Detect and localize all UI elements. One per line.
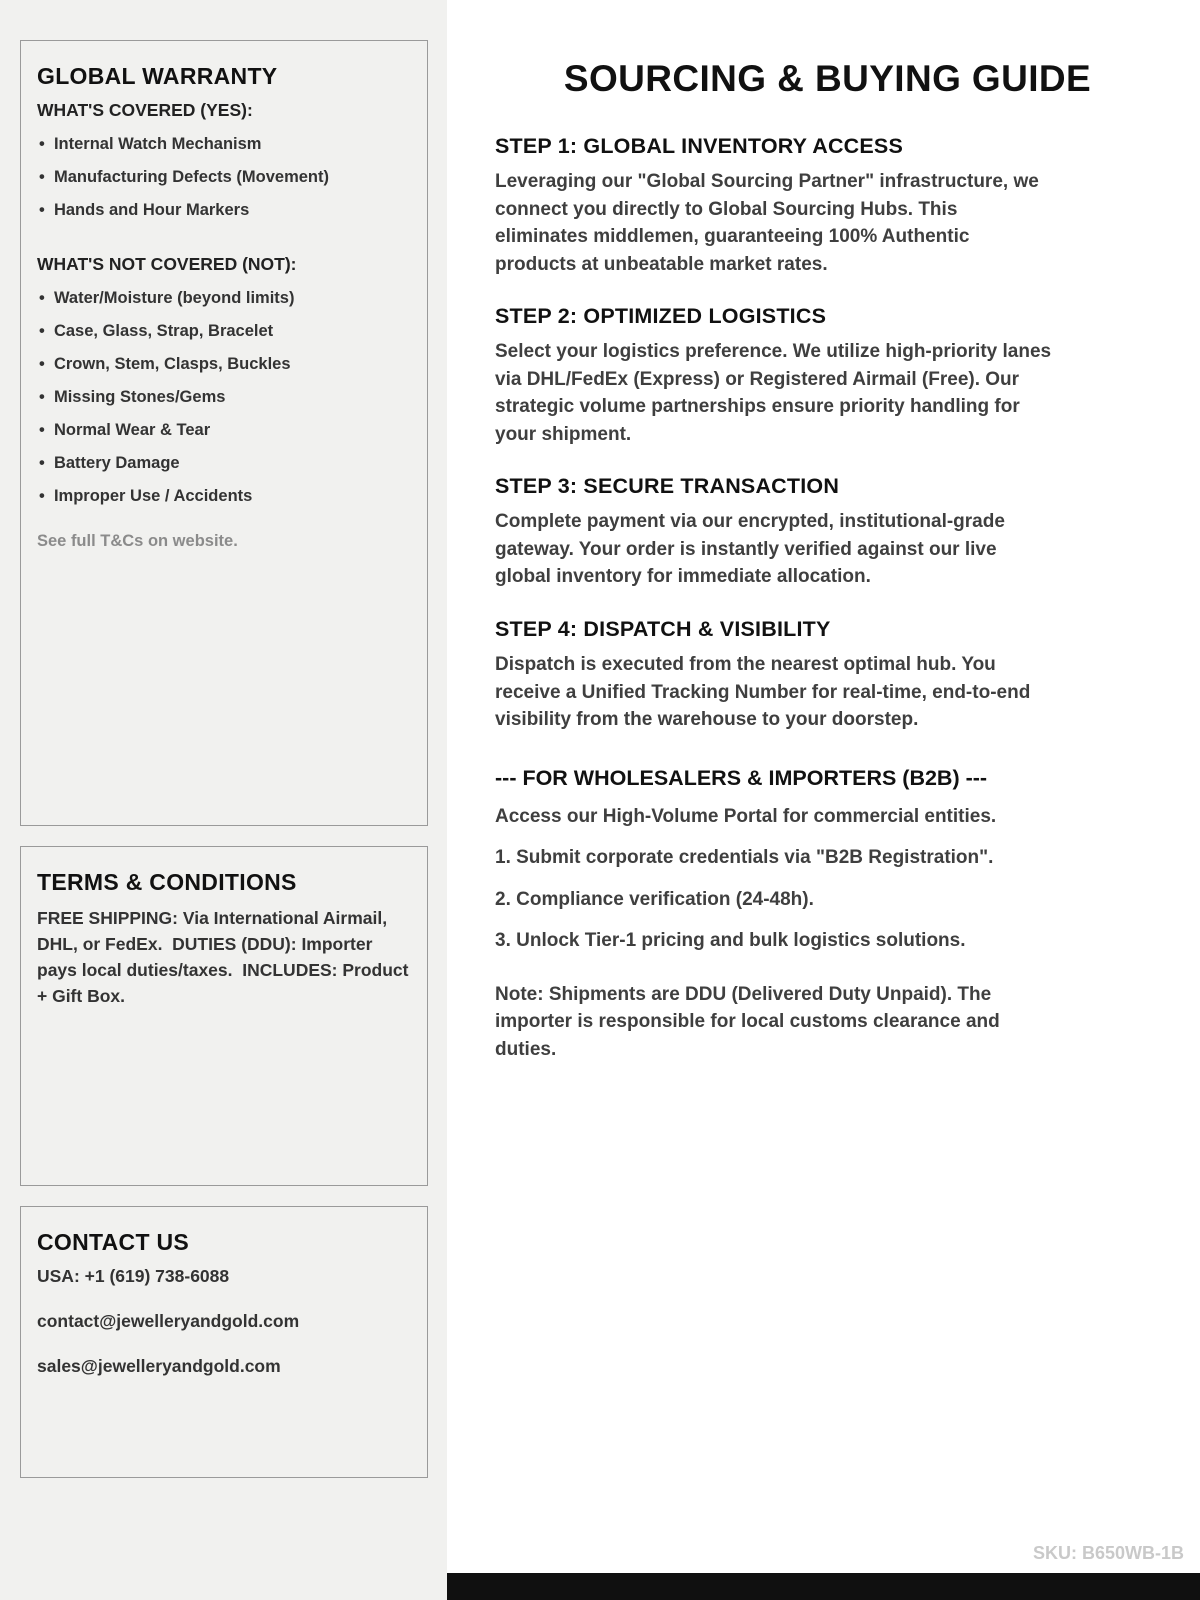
not-covered-item: • Battery Damage [37, 454, 411, 473]
not-covered-item: • Normal Wear & Tear [37, 421, 411, 440]
steps-section [495, 134, 1160, 734]
contact-title: CONTACT US [37, 1229, 190, 1255]
sidebar [0, 0, 447, 1600]
covered-list [37, 135, 411, 220]
b2b-step-item: 3. Unlock Tier-1 pricing and bulk logistics solutions. [495, 930, 966, 952]
step [495, 304, 1160, 448]
terms-box [20, 846, 428, 1186]
not-covered-item: • Crown, Stem, Clasps, Buckles [37, 355, 411, 374]
not-covered-item: • Water/Moisture (beyond limits) [37, 289, 411, 308]
covered-title: WHAT'S COVERED (YES): [37, 100, 253, 120]
b2b-step-item: 2. Compliance verification (24-48h). [495, 888, 814, 910]
warranty-box [20, 40, 428, 826]
covered-item: • Manufacturing Defects (Movement) [37, 168, 411, 187]
step-heading: STEP 3: SECURE TRANSACTION [495, 474, 840, 499]
terms-body: FREE SHIPPING: Via International Airmail, DHL, or FedEx. DUTIES (DDU): Importer pays local duties/taxes. INCLUDES: Product + Gift Box. [37, 908, 414, 1006]
sku-label: SKU: B650WB-1B [1032, 1543, 1184, 1563]
not-covered-title: WHAT'S NOT COVERED (NOT): [37, 254, 297, 274]
footer-bar [447, 1573, 1200, 1600]
step-body: Select your logistics preference. We utilize high-priority lanes via DHL/FedEx (Express) or Registered Airmail (Free). Our strategic volume partnerships ensure priority handling for your shipment. [495, 341, 1052, 445]
covered-item: • Hands and Hour Markers [37, 201, 411, 220]
contact-email: contact@jewelleryandgold.com [37, 1311, 300, 1331]
warranty-note: See full T&Cs on website. [37, 532, 238, 550]
step [495, 617, 1160, 734]
step-body: Dispatch is executed from the nearest optimal hub. You receive a Unified Tracking Number for real-time, end-to-end visibility from the warehouse to your doorstep. [495, 654, 1031, 731]
terms-title: TERMS & CONDITIONS [37, 869, 297, 895]
contact-phone: USA: +1 (619) 738-6088 [37, 1266, 230, 1286]
not-covered-item: • Improper Use / Accidents [37, 487, 411, 506]
covered-item: • Internal Watch Mechanism [37, 135, 411, 154]
step-heading: STEP 4: DISPATCH & VISIBILITY [495, 617, 831, 642]
sales-email: sales@jewelleryandgold.com [37, 1356, 281, 1376]
step [495, 474, 1160, 591]
b2b-intro: Access our High-Volume Portal for commercial entities. [495, 805, 997, 827]
b2b-step-item: 1. Submit corporate credentials via "B2B Registration". [495, 847, 994, 869]
b2b-steps [495, 844, 1160, 955]
b2b-heading: --- FOR WHOLESALERS & IMPORTERS (B2B) --- [495, 765, 988, 790]
not-covered-item: • Case, Glass, Strap, Bracelet [37, 322, 411, 341]
contact-box [20, 1206, 428, 1478]
step-body: Leveraging our "Global Sourcing Partner" infrastructure, we connect you directly to Global Sourcing Hubs. This eliminates middlemen, guaranteeing 100% Authentic products at unbeatable market rates. [495, 171, 1039, 275]
page-title: SOURCING & BUYING GUIDE [563, 58, 1092, 99]
warranty-title: GLOBAL WARRANTY [37, 63, 278, 89]
step-heading: STEP 2: OPTIMIZED LOGISTICS [495, 304, 827, 329]
b2b-note: Note: Shipments are DDU (Delivered Duty Unpaid). The importer is responsible for local customs clearance and duties. [495, 983, 1000, 1060]
step-body: Complete payment via our encrypted, institutional-grade gateway. Your order is instantly verified against our live global inventory for immediate allocation. [495, 511, 1005, 588]
not-covered-item: • Missing Stones/Gems [37, 388, 411, 407]
step-heading: STEP 1: GLOBAL INVENTORY ACCESS [495, 134, 904, 158]
not-covered-list [37, 289, 411, 506]
main-content [447, 0, 1200, 1600]
step [495, 134, 1160, 278]
